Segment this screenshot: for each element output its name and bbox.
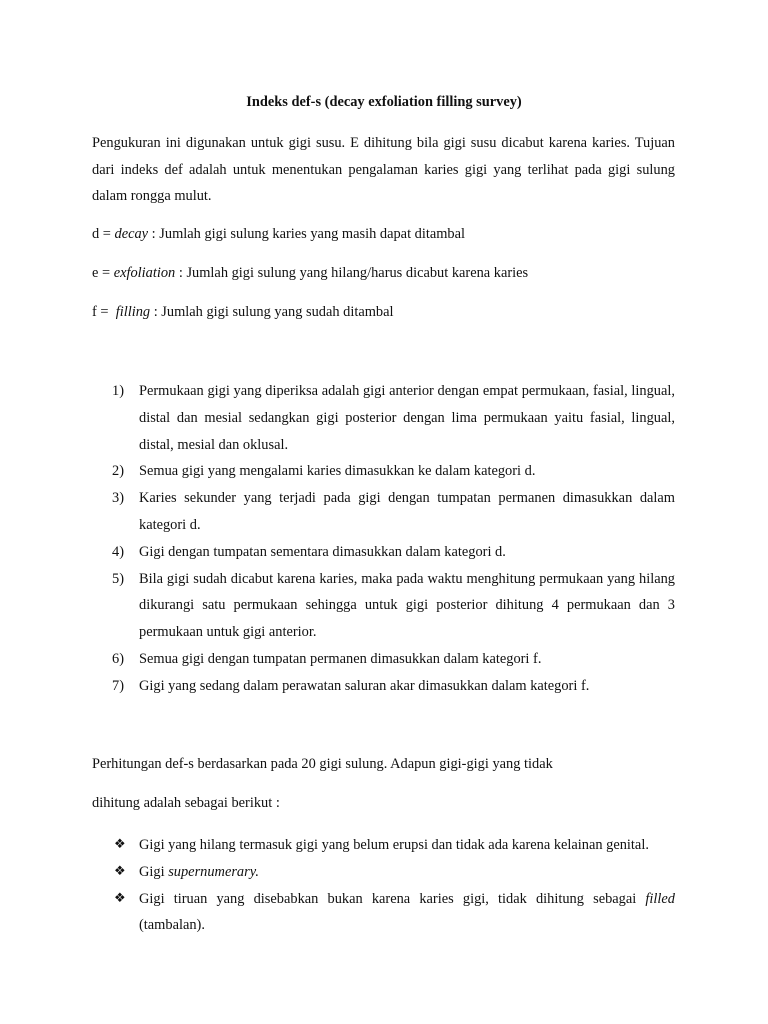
definition-text: : Jumlah gigi sulung yang hilang/harus dicabut karena karies: [175, 265, 529, 281]
list-item: [92, 859, 675, 886]
list-item: [92, 539, 675, 566]
list-number: 2): [112, 463, 124, 480]
list-item: [92, 646, 675, 673]
exclusion-list: [92, 832, 675, 939]
list-text: Semua gigi dengan tumpatan permanen dimasukkan dalam kategori f.: [139, 650, 542, 667]
list-text: Gigi yang hilang termasuk gigi yang belum erupsi dan tidak ada karena kelainan genital.: [139, 837, 649, 853]
list-item: [92, 458, 675, 485]
definition-prefix: f =: [92, 304, 116, 320]
page-title: Indeks def-s (decay exfoliation filling survey): [246, 94, 522, 110]
list-item: [92, 886, 675, 940]
definition-prefix: d =: [92, 226, 115, 242]
list-item: [92, 673, 675, 700]
diamond-bullet-icon: ❖: [114, 863, 126, 879]
list-number: 5): [112, 570, 124, 587]
definition-text: : Jumlah gigi sulung yang sudah ditambal: [150, 304, 394, 320]
definition-term: decay: [114, 226, 149, 242]
rules-list: [92, 378, 675, 700]
diamond-bullet-icon: ❖: [114, 890, 126, 906]
definition-text: : Jumlah gigi sulung karies yang masih dapat ditambal: [148, 226, 466, 242]
list-text: Gigi tiruan yang disebabkan bukan karena karies gigi, tidak dihitung sebagai: [139, 890, 646, 907]
definition-exfoliation: [92, 263, 675, 283]
list-term: filled: [645, 890, 675, 907]
calculation-line-1: Perhitungan def-s berdasarkan pada 20 gigi sulung. Adapun gigi-gigi yang tidak: [92, 756, 553, 772]
list-text: Semua gigi yang mengalami karies dimasukkan ke dalam kategori d.: [139, 463, 536, 480]
diamond-bullet-icon: ❖: [114, 837, 126, 852]
definition-decay: [92, 224, 675, 244]
list-number: 4): [112, 543, 124, 560]
definition-term: filling: [115, 304, 151, 320]
list-text: (tambalan).: [139, 917, 205, 934]
definition-filling: [92, 302, 675, 322]
list-item: [92, 485, 675, 539]
list-number: 3): [112, 490, 124, 507]
list-number: 6): [112, 650, 124, 667]
list-item: [92, 832, 675, 859]
list-text: Permukaan gigi yang diperiksa adalah gigi anterior dengan empat permukaan, fasial, lingual, distal dan mesial sedangkan gigi posterior dengan lima permukaan yaitu fasial, lingual, distal, mesial dan oklusal.: [139, 383, 675, 453]
list-text: Gigi yang sedang dalam perawatan saluran akar dimasukkan dalam kategori f.: [139, 677, 590, 694]
list-term: supernumerary.: [168, 863, 259, 880]
list-number: 1): [112, 383, 124, 399]
calculation-line-2: dihitung adalah sebagai berikut :: [92, 795, 280, 811]
list-number: 7): [112, 677, 124, 694]
definition-prefix: e =: [92, 265, 114, 281]
intro-paragraph: Pengukuran ini digunakan untuk gigi susu. E dihitung bila gigi susu dicabut karena karies. Tujuan dari indeks def adalah untuk menentukan pengalaman karies gigi yang terlihat pada gigi sulung dalam rongga mulut.: [92, 135, 675, 204]
list-text: Bila gigi sudah dicabut karena karies, maka pada waktu menghitung permukaan yang hilang dikurangi satu permukaan sehingga untuk gigi posterior dihitung 4 permukaan dan 3 permukaan untuk gigi anterior.: [139, 570, 675, 641]
list-text: Karies sekunder yang terjadi pada gigi dengan tumpatan permanen dimasukkan dalam kategori d.: [139, 490, 675, 533]
definition-term: exfoliation: [113, 265, 176, 281]
list-text: Gigi: [139, 863, 169, 880]
list-text: Gigi dengan tumpatan sementara dimasukkan dalam kategori d.: [139, 543, 506, 560]
list-item: [92, 566, 675, 646]
list-item: [92, 378, 675, 458]
